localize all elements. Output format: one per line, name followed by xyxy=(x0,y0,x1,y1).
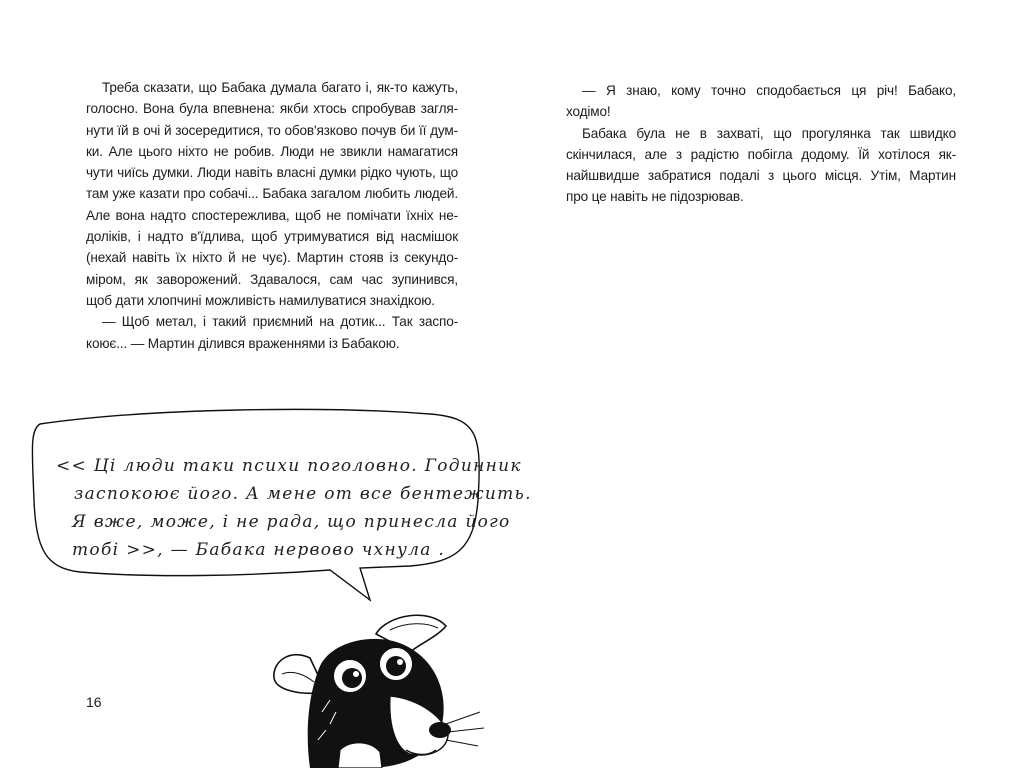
bubble-text-line: тобі >>, — Бабака нервово чхнула . xyxy=(72,540,446,560)
text-line: — Я знаю, кому точно сподобається ця річ! Бабако, xyxy=(582,83,956,98)
text-line: про це навіть не підозрював. xyxy=(566,189,744,205)
bubble-text-line: Я вже, може, і не рада, що принесла його xyxy=(72,512,511,532)
text-line: голосно. Вона була впевнена: якби хтось спробував загля- xyxy=(86,101,458,117)
text-line: чути чиїсь думки. Люди навіть власні думки рідко чують, що xyxy=(86,165,458,181)
speech-bubble-icon xyxy=(0,400,512,610)
text-line: коює... — Мартин ділився враженнями із Бабакою. xyxy=(86,335,400,351)
text-line: нути їй в очі й зосередитися, то обов'язково почув би її дум- xyxy=(86,122,458,138)
right-page-text xyxy=(566,80,956,208)
text-line: найшвидше забратися подалі з цього місця. Утім, Мартин xyxy=(566,168,956,184)
text-line: ки. Але цього ніхто не робив. Люди не звикли намагатися xyxy=(86,143,458,159)
text-line: (нехай навіть їх ніхто й не чує). Мартин стояв із секундо- xyxy=(86,250,458,266)
dog-illustration-icon xyxy=(270,600,500,768)
text-line: — Щоб метал, і такий приємний на дотик... Так заспо- xyxy=(102,314,458,330)
text-line: скінчилася, але з радістю побігла додому. Їй хотілося як- xyxy=(566,146,956,162)
text-line: ходімо! xyxy=(566,104,611,120)
text-line: Бабака була не в захваті, що прогулянка так швидко xyxy=(582,125,956,141)
text-line: доліків, і надто в'їдлива, щоб утримуватися від насмішок xyxy=(86,229,458,245)
text-line: Але вона надто спостережлива, щоб не помічати їхніх не- xyxy=(86,207,458,223)
text-line: Треба сказати, що Бабака думала багато і, як-то кажуть, xyxy=(102,80,458,95)
bubble-text-line: заспокоює його. А мене от все бентежить. xyxy=(74,484,532,504)
bubble-text-line: << Ці люди таки психи поголовно. Годинник xyxy=(56,456,522,476)
text-line: там уже казати про собачі... Бабака загалом любить людей. xyxy=(86,186,458,202)
left-page-text xyxy=(86,77,458,354)
text-line: міром, як заворожений. Здавалося, сам час зупинився, xyxy=(86,271,458,287)
right-page xyxy=(512,0,1024,768)
page-number: 16 xyxy=(86,694,102,710)
text-line: щоб дати хлопчині можливість намилуватися знахідкою. xyxy=(86,292,435,308)
